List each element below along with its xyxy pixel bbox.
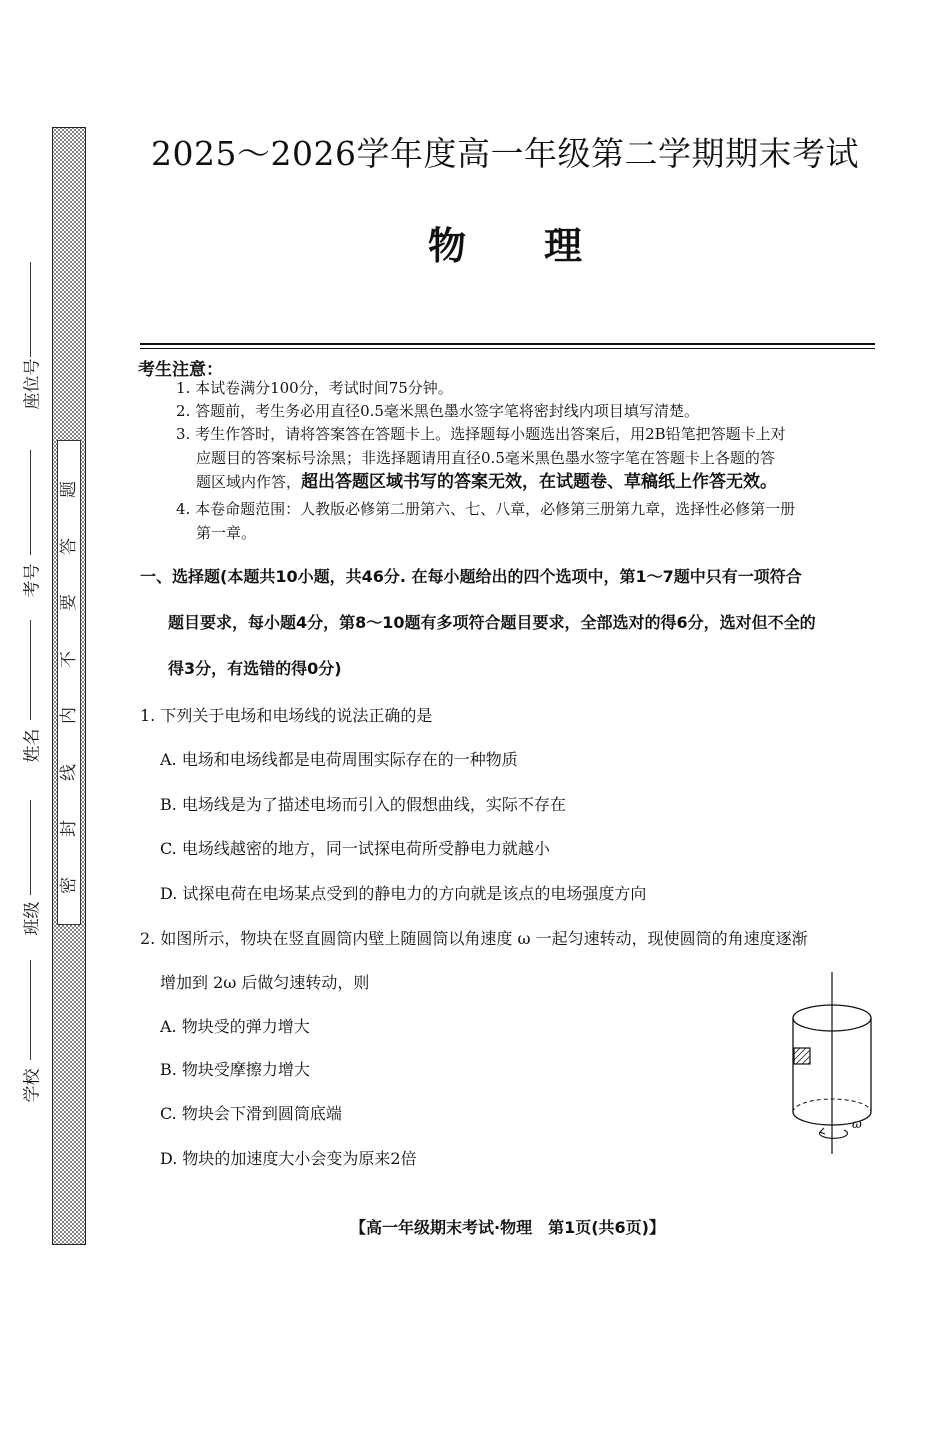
question-2-option-d: D. 物块的加速度大小会变为原来2倍 xyxy=(160,1149,417,1168)
block-icon xyxy=(794,1048,810,1064)
name-label: 姓名 xyxy=(22,728,43,763)
notice-heading: 考生注意： xyxy=(138,360,223,380)
question-2-stem-line1: 2. 如图所示，物块在竖直圆筒内壁上随圆筒以角速度 ω 一起匀速转动，现使圆筒的角速度逐渐 xyxy=(140,929,808,948)
question-2-option-b: B. 物块受摩擦力增大 xyxy=(160,1060,310,1079)
notice-item-3-line1: 3. 考生作答时，请将答案答在答题卡上。选择题每小题选出答案后，用2B铅笔把答题卡上对 xyxy=(176,425,786,443)
seal-char: 答 xyxy=(58,537,79,555)
question-1-option-b: B. 电场线是为了描述电场而引入的假想曲线，实际不存在 xyxy=(160,795,566,814)
notice-item-3-line3: 题区域内作答， xyxy=(196,473,302,491)
notice-item-3-line2: 应题目的答案标号涂黑；非选择题请用直径0.5毫米黑色墨水签字笔在答题卡上各题的答 xyxy=(196,449,775,467)
seal-char: 线 xyxy=(58,763,79,781)
seal-char: 封 xyxy=(58,820,79,838)
question-2-option-c: C. 物块会下滑到圆筒底端 xyxy=(160,1104,342,1123)
divider xyxy=(140,343,875,345)
notice-item-4-line2: 第一章。 xyxy=(196,524,257,542)
section-heading-line2: 题目要求，每小题4分，第8～10题有多项符合题目要求，全部选对的得6分，选对但不全的 xyxy=(168,613,816,632)
notice-item-4-line1: 4. 本卷命题范围：人教版必修第二册第六、七、八章，必修第三册第九章，选择性必修第一册 xyxy=(176,500,796,518)
question-1-option-d: D. 试探电荷在电场某点受到的静电力的方向就是该点的电场强度方向 xyxy=(160,884,647,903)
seat-number-field[interactable] xyxy=(10,262,50,422)
page-footer: 【高一年级期末考试·物理 第1页(共6页)】 xyxy=(350,1218,665,1237)
class-field[interactable] xyxy=(10,800,50,948)
question-1-option-a: A. 电场和电场线都是电荷周围实际存在的一种物质 xyxy=(160,750,518,769)
notice-item-1: 1. 本试卷满分100分，考试时间75分钟。 xyxy=(176,379,453,397)
notice-item-3-emphasis: 超出答题区域书写的答案无效，在试题卷、草稿纸上作答无效。 xyxy=(301,472,778,492)
school-label: 学校 xyxy=(22,1068,43,1103)
exam-number-field[interactable] xyxy=(10,450,50,610)
name-field[interactable] xyxy=(10,620,50,775)
seal-line-notice xyxy=(57,440,81,925)
school-field[interactable] xyxy=(10,960,50,1115)
exam-number-label: 考号 xyxy=(22,563,43,598)
section-heading-line1: 一、选择题(本题共10小题，共46分. 在每小题给出的四个选项中，第1～7题中只有一项符合 xyxy=(140,567,802,586)
question-1-option-c: C. 电场线越密的地方，同一试探电荷所受静电力就越小 xyxy=(160,839,550,858)
question-1-stem: 1. 下列关于电场和电场线的说法正确的是 xyxy=(140,706,433,725)
section-heading-line3: 得3分，有选错的得0分) xyxy=(168,659,342,678)
question-2-stem-line2: 增加到 2ω 后做匀速转动，则 xyxy=(160,973,370,992)
seal-char: 题 xyxy=(58,481,79,498)
subject-title: 物理 xyxy=(427,223,660,268)
divider xyxy=(140,348,875,349)
seal-char: 密 xyxy=(58,876,79,894)
omega-label: ω xyxy=(852,1117,862,1131)
notice-item-3 xyxy=(176,422,876,494)
notice-item-4 xyxy=(176,497,876,545)
seal-char: 要 xyxy=(58,594,79,612)
seal-char: 内 xyxy=(58,707,79,725)
notice-item-2: 2. 答题前，考生务必用直径0.5毫米黑色墨水签字笔将密封线内项目填写清楚。 xyxy=(176,402,699,420)
exam-title: 2025～2026学年度高一年级第二学期期末考试 xyxy=(151,134,859,173)
seal-char: 不 xyxy=(58,650,79,668)
class-label: 班级 xyxy=(22,901,43,936)
seat-number-label: 座位号 xyxy=(22,358,43,410)
rotating-cylinder-figure xyxy=(780,968,890,1160)
question-2-option-a: A. 物块受的弹力增大 xyxy=(160,1017,310,1036)
